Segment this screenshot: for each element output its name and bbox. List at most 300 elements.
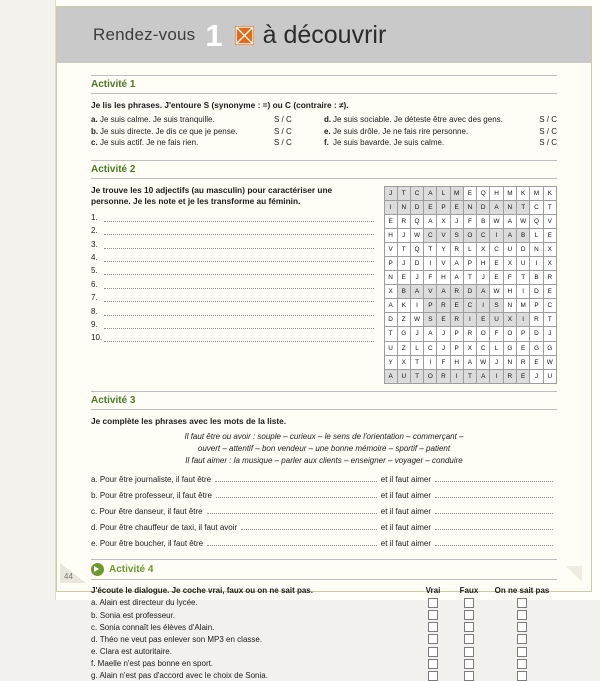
word-search-cell[interactable]: A — [477, 285, 490, 299]
word-search-cell[interactable]: W — [543, 355, 556, 369]
word-search-cell[interactable]: W — [490, 285, 503, 299]
item-letter: b. — [91, 126, 99, 136]
word-search-cell[interactable]: U — [543, 369, 556, 383]
word-search-cell[interactable]: N — [397, 200, 410, 214]
word-search-cell[interactable]: L — [437, 186, 450, 200]
word-search-row — [384, 271, 556, 285]
word-search-cell[interactable]: E — [543, 285, 556, 299]
word-search-cell[interactable]: N — [503, 355, 516, 369]
checkbox-cell-faux[interactable] — [451, 671, 487, 681]
item-number: 7. — [91, 293, 98, 303]
activity-3-rows — [91, 473, 557, 548]
word-search-cell[interactable]: A — [424, 186, 437, 200]
word-search-cell[interactable]: A — [424, 214, 437, 228]
word-search-cell[interactable]: C — [543, 299, 556, 313]
answer-line[interactable] — [104, 332, 374, 342]
word-search-cell[interactable]: S — [450, 228, 463, 242]
word-search-cell[interactable]: A — [463, 355, 476, 369]
row-label: d. Théo ne veut pas enlever son MP3 en classe. — [91, 634, 263, 644]
checkbox-unknown[interactable] — [517, 659, 527, 669]
checkbox-cell-unknown[interactable] — [487, 598, 557, 608]
list-item[interactable] — [91, 212, 374, 222]
list-item[interactable] — [91, 292, 374, 302]
word-search-cell[interactable]: W — [477, 355, 490, 369]
word-search-cell[interactable]: W — [410, 313, 423, 327]
word-search-cell[interactable]: X — [503, 313, 516, 327]
word-search-cell[interactable]: X — [543, 242, 556, 256]
answer-line[interactable] — [104, 252, 374, 262]
word-search-cell[interactable]: D — [516, 242, 529, 256]
word-search-cell[interactable]: E — [450, 200, 463, 214]
activity-1-instruction: Je lis les phrases. J'entoure S (synonyme : =) ou C (contraire : ≠). — [91, 100, 349, 110]
word-search-cell[interactable]: T — [543, 313, 556, 327]
word-search-cell[interactable]: I — [410, 299, 423, 313]
word-search-cell[interactable]: P — [437, 200, 450, 214]
answer-line-2[interactable] — [435, 505, 553, 514]
checkbox-faux[interactable] — [464, 647, 474, 657]
word-search-cell[interactable]: I — [530, 256, 543, 270]
word-search-cell[interactable]: D — [530, 285, 543, 299]
word-search-cell[interactable]: V — [437, 228, 450, 242]
word-search-cell[interactable]: X — [503, 256, 516, 270]
word-search-cell[interactable]: K — [397, 299, 410, 313]
word-search-cell[interactable]: O — [503, 327, 516, 341]
page-number: 44 — [64, 572, 73, 581]
word-search-cell[interactable]: C — [530, 200, 543, 214]
word-search-cell[interactable]: P — [530, 299, 543, 313]
word-search-cell[interactable]: C — [477, 228, 490, 242]
word-search-cell[interactable]: J — [530, 369, 543, 383]
list-item[interactable] — [91, 265, 374, 275]
word-search-cell[interactable]: Q — [410, 242, 423, 256]
word-search-cell[interactable]: Z — [397, 341, 410, 355]
word-search-cell[interactable]: N — [463, 200, 476, 214]
checkbox-vrai[interactable] — [428, 622, 438, 632]
checkbox-vrai[interactable] — [428, 634, 438, 644]
sc-choice[interactable]: S / C — [274, 126, 292, 136]
word-search-cell[interactable]: N — [503, 299, 516, 313]
word-search-cell[interactable]: T — [397, 186, 410, 200]
activity-1-header — [91, 75, 557, 94]
word-search-cell[interactable]: X — [543, 256, 556, 270]
word-search-cell[interactable]: P — [450, 327, 463, 341]
table-row — [91, 671, 557, 681]
word-search-cell[interactable]: Q — [410, 214, 423, 228]
checkbox-vrai[interactable] — [428, 659, 438, 669]
word-search-row — [384, 256, 556, 270]
checkbox-unknown[interactable] — [517, 610, 527, 620]
word-search-cell[interactable]: T — [410, 369, 423, 383]
word-search-cell[interactable]: A — [410, 285, 423, 299]
activity-2-title: Activité 2 — [91, 163, 136, 175]
page-corner-fold — [566, 566, 582, 582]
checkbox-cell-unknown[interactable] — [487, 610, 557, 620]
word-search-cell[interactable]: B — [397, 285, 410, 299]
checkbox-cell-faux[interactable] — [451, 647, 487, 657]
checkbox-vrai[interactable] — [428, 647, 438, 657]
item-text-2: et il faut aimer — [380, 490, 431, 500]
word-search-cell[interactable]: T — [516, 271, 529, 285]
word-search-cell[interactable]: X — [437, 214, 450, 228]
word-search-cell[interactable]: E — [543, 228, 556, 242]
word-search-cell[interactable]: D — [463, 285, 476, 299]
word-search-cell[interactable]: J — [477, 271, 490, 285]
list-item — [324, 127, 557, 136]
word-search-cell[interactable]: R — [450, 242, 463, 256]
word-search-cell[interactable]: T — [463, 271, 476, 285]
word-search-cell[interactable]: A — [503, 228, 516, 242]
checkbox-cell-faux[interactable] — [451, 610, 487, 620]
activity-4-title: Activité 4 — [109, 563, 154, 575]
word-search-cell[interactable]: D — [410, 256, 423, 270]
word-search-cell[interactable]: F — [490, 327, 503, 341]
list-item — [91, 521, 557, 532]
table-row — [91, 647, 557, 657]
word-search-cell[interactable]: I — [516, 285, 529, 299]
word-search-cell[interactable]: I — [463, 313, 476, 327]
word-search-cell[interactable]: E — [490, 271, 503, 285]
list-item[interactable] — [91, 225, 374, 235]
word-search-cell[interactable]: R — [530, 313, 543, 327]
word-search-cell[interactable]: E — [437, 313, 450, 327]
answer-line[interactable] — [104, 265, 374, 275]
word-search-cell[interactable]: W — [490, 214, 503, 228]
word-search-cell[interactable]: Q — [477, 186, 490, 200]
word-search-cell[interactable]: T — [516, 200, 529, 214]
answer-line[interactable] — [104, 292, 374, 302]
word-search-cell[interactable]: L — [410, 341, 423, 355]
word-search-cell[interactable]: T — [384, 327, 397, 341]
item-text: Je suis calme. Je suis tranquille. — [100, 115, 215, 124]
word-search-cell[interactable]: R — [503, 369, 516, 383]
word-search-cell[interactable]: E — [477, 313, 490, 327]
answer-line-2[interactable] — [435, 489, 553, 498]
word-search-cell[interactable]: A — [450, 271, 463, 285]
checkbox-cell-faux[interactable] — [451, 622, 487, 632]
word-search-cell[interactable]: D — [384, 313, 397, 327]
word-search-cell[interactable]: D — [410, 200, 423, 214]
word-search-row — [384, 369, 556, 383]
word-search-cell[interactable]: A — [384, 299, 397, 313]
word-search-cell[interactable]: A — [437, 285, 450, 299]
word-search-cell[interactable]: U — [490, 313, 503, 327]
word-search-cell[interactable]: J — [490, 355, 503, 369]
activity-1-column-right — [324, 115, 557, 150]
list-item — [91, 115, 324, 124]
list-item[interactable] — [91, 279, 374, 289]
checkbox-cell-unknown[interactable] — [487, 634, 557, 644]
word-search-cell[interactable]: C — [410, 186, 423, 200]
word-search-cell[interactable]: J — [410, 327, 423, 341]
checkbox-cell-vrai[interactable] — [415, 622, 451, 632]
sc-choice[interactable]: S / C — [539, 138, 557, 147]
word-search-cell[interactable]: V — [437, 256, 450, 270]
word-search-cell[interactable]: F — [503, 271, 516, 285]
word-search-cell[interactable]: L — [463, 242, 476, 256]
word-search-cell[interactable]: T — [463, 369, 476, 383]
word-search-cell[interactable]: H — [477, 256, 490, 270]
word-search-cell[interactable]: E — [516, 341, 529, 355]
word-search-cell[interactable]: U — [397, 369, 410, 383]
word-search-cell[interactable]: R — [437, 299, 450, 313]
word-search-cell[interactable]: I — [490, 369, 503, 383]
checkbox-unknown[interactable] — [517, 647, 527, 657]
checkbox-faux[interactable] — [464, 610, 474, 620]
word-search-cell[interactable]: C — [424, 228, 437, 242]
word-search-cell[interactable]: I — [424, 256, 437, 270]
row-label: f. Maelle n'est pas bonne en sport. — [91, 659, 214, 669]
answer-line[interactable] — [104, 306, 374, 316]
list-item[interactable] — [91, 319, 374, 329]
sc-choice[interactable]: S / C — [274, 115, 292, 124]
activity-4-instruction: J'écoute le dialogue. Je coche vrai, faux ou on ne sait pas. — [91, 585, 313, 595]
answer-line-2[interactable] — [435, 521, 553, 530]
word-search-cell[interactable]: N — [384, 271, 397, 285]
answer-line[interactable] — [216, 489, 377, 498]
word-search-cell[interactable]: E — [463, 186, 476, 200]
checkbox-cell-vrai[interactable] — [415, 634, 451, 644]
checkbox-cell-vrai[interactable] — [415, 610, 451, 620]
checkbox-cell-faux[interactable] — [451, 634, 487, 644]
word-search-cell[interactable]: H — [384, 228, 397, 242]
checkbox-faux[interactable] — [464, 671, 474, 681]
word-search-cell[interactable]: R — [437, 369, 450, 383]
word-search-cell[interactable]: E — [384, 214, 397, 228]
item-number: 2. — [91, 226, 98, 236]
checkbox-faux[interactable] — [464, 622, 474, 632]
word-search-cell[interactable]: H — [490, 186, 503, 200]
word-search-cell[interactable]: H — [503, 285, 516, 299]
word-search-cell[interactable]: Z — [397, 313, 410, 327]
answer-line[interactable] — [104, 239, 374, 249]
column-header-vrai: Vrai — [425, 585, 441, 595]
word-search-cell[interactable]: A — [503, 214, 516, 228]
word-search-cell[interactable]: R — [516, 355, 529, 369]
sc-choice[interactable]: S / C — [274, 138, 292, 147]
word-search-grid[interactable] — [384, 186, 557, 384]
checkbox-cell-unknown[interactable] — [487, 622, 557, 632]
word-search-cell[interactable]: R — [450, 285, 463, 299]
checkbox-vrai[interactable] — [428, 598, 438, 608]
word-search-cell[interactable]: K — [543, 186, 556, 200]
table-row — [91, 598, 557, 608]
item-number: 9. — [91, 320, 98, 329]
list-item[interactable] — [91, 239, 374, 249]
word-search-cell[interactable]: P — [450, 341, 463, 355]
sc-choice[interactable]: S / C — [539, 115, 557, 124]
list-item — [91, 127, 324, 136]
word-search-row — [384, 242, 556, 256]
word-search-cell[interactable]: L — [490, 341, 503, 355]
word-search-cell[interactable]: X — [463, 341, 476, 355]
answer-line[interactable] — [215, 473, 377, 482]
word-search-cell[interactable]: J — [410, 271, 423, 285]
checkbox-faux[interactable] — [464, 598, 474, 608]
word-search-cell[interactable]: I — [516, 313, 529, 327]
word-search-cell[interactable]: F — [437, 355, 450, 369]
word-search-cell[interactable]: M — [450, 186, 463, 200]
word-search-cell[interactable]: R — [463, 327, 476, 341]
word-search-cell[interactable]: V — [424, 285, 437, 299]
word-search-cell[interactable]: R — [450, 313, 463, 327]
word-search-cell[interactable]: U — [516, 256, 529, 270]
answer-line[interactable] — [207, 505, 377, 514]
list-item[interactable] — [91, 306, 374, 316]
word-search-cell[interactable]: I — [450, 369, 463, 383]
checkbox-cell-unknown[interactable] — [487, 671, 557, 681]
word-search-cell[interactable]: G — [530, 341, 543, 355]
word-search-cell[interactable]: I — [384, 200, 397, 214]
word-search-cell[interactable]: F — [424, 271, 437, 285]
word-search-cell[interactable]: E — [516, 369, 529, 383]
word-search-cell[interactable]: C — [477, 341, 490, 355]
word-search-cell[interactable]: M — [503, 186, 516, 200]
word-search-cell[interactable]: C — [490, 242, 503, 256]
word-search-cell[interactable]: V — [543, 214, 556, 228]
word-search-cell[interactable]: I — [477, 299, 490, 313]
table-row — [91, 659, 557, 669]
word-search-cell[interactable]: U — [503, 242, 516, 256]
answer-line-2[interactable] — [435, 473, 553, 482]
word-search-cell[interactable]: Q — [530, 214, 543, 228]
checkbox-vrai[interactable] — [428, 610, 438, 620]
checkbox-cell-vrai[interactable] — [415, 659, 451, 669]
word-search-cell[interactable]: D — [530, 327, 543, 341]
word-search-cell[interactable]: T — [543, 200, 556, 214]
word-search-cell[interactable]: W — [516, 214, 529, 228]
answer-line[interactable] — [104, 212, 374, 222]
word-search-cell[interactable]: O — [424, 369, 437, 383]
checkbox-unknown[interactable] — [517, 634, 527, 644]
word-search-cell[interactable]: J — [384, 186, 397, 200]
word-search-cell[interactable]: E — [450, 299, 463, 313]
column-header-faux: Faux — [459, 585, 479, 595]
item-number: 8. — [91, 306, 98, 316]
word-search-cell[interactable]: P — [384, 256, 397, 270]
word-search-cell[interactable]: H — [437, 271, 450, 285]
activity-1-column-left — [91, 115, 324, 150]
word-search-cell[interactable]: M — [530, 186, 543, 200]
checkbox-unknown[interactable] — [517, 598, 527, 608]
word-search-cell[interactable]: X — [384, 285, 397, 299]
checkbox-cell-vrai[interactable] — [415, 647, 451, 657]
word-search-cell[interactable]: X — [477, 242, 490, 256]
answer-line[interactable] — [104, 279, 374, 289]
word-search-cell[interactable]: J — [437, 327, 450, 341]
word-search-cell[interactable]: G — [397, 327, 410, 341]
word-search-cell[interactable]: L — [530, 228, 543, 242]
word-search-cell[interactable]: J — [397, 256, 410, 270]
answer-line[interactable] — [104, 319, 374, 329]
word-search-cell[interactable]: J — [450, 214, 463, 228]
answer-line[interactable] — [104, 225, 374, 235]
word-search-cell[interactable]: N — [530, 242, 543, 256]
word-search-cell[interactable]: Y — [437, 242, 450, 256]
activity-3-header — [91, 391, 557, 410]
word-search-cell[interactable]: K — [516, 186, 529, 200]
word-search-cell[interactable]: I — [424, 355, 437, 369]
word-search-cell[interactable]: R — [543, 271, 556, 285]
word-search-cell[interactable]: F — [463, 214, 476, 228]
word-search-cell[interactable]: N — [503, 200, 516, 214]
puzzle-icon — [235, 26, 254, 45]
checkbox-faux[interactable] — [464, 634, 474, 644]
word-search-cell[interactable]: B — [477, 214, 490, 228]
answer-line[interactable] — [207, 537, 377, 546]
list-item[interactable] — [91, 332, 374, 342]
word-search-cell[interactable]: O — [477, 327, 490, 341]
checkbox-cell-vrai[interactable] — [415, 598, 451, 608]
word-search-cell[interactable]: A — [450, 256, 463, 270]
checkbox-unknown[interactable] — [517, 671, 527, 681]
sc-choice[interactable]: S / C — [539, 126, 557, 136]
word-search-cell[interactable]: C — [463, 299, 476, 313]
word-search-cell[interactable]: S — [424, 313, 437, 327]
word-search-cell[interactable]: I — [490, 228, 503, 242]
word-search-cell[interactable]: J — [543, 327, 556, 341]
word-search-cell[interactable]: P — [463, 256, 476, 270]
list-item[interactable] — [91, 252, 374, 262]
word-search-cell[interactable]: J — [437, 341, 450, 355]
activity-3-word-bank — [91, 431, 557, 467]
word-search-cell[interactable]: G — [543, 341, 556, 355]
checkbox-faux[interactable] — [464, 659, 474, 669]
word-search-row — [384, 355, 556, 369]
checkbox-cell-vrai[interactable] — [415, 671, 451, 681]
word-search-cell[interactable]: J — [397, 228, 410, 242]
word-search-cell[interactable]: T — [397, 242, 410, 256]
word-search-cell[interactable]: P — [424, 299, 437, 313]
word-search-cell[interactable]: S — [490, 299, 503, 313]
word-search-cell[interactable]: C — [424, 341, 437, 355]
word-search-cell[interactable]: A — [477, 369, 490, 383]
word-search-cell[interactable]: G — [503, 341, 516, 355]
checkbox-cell-unknown[interactable] — [487, 659, 557, 669]
word-search-row — [384, 228, 556, 242]
answer-line[interactable] — [241, 521, 377, 530]
word-search-cell[interactable]: A — [384, 369, 397, 383]
word-search-cell[interactable]: E — [397, 271, 410, 285]
word-search-cell[interactable]: A — [424, 327, 437, 341]
word-search-cell[interactable]: E — [424, 200, 437, 214]
word-search-cell[interactable]: R — [397, 214, 410, 228]
word-search-cell[interactable]: B — [516, 228, 529, 242]
word-search-cell[interactable]: V — [384, 242, 397, 256]
word-search-cell[interactable]: X — [397, 355, 410, 369]
word-search-cell[interactable]: W — [410, 228, 423, 242]
checkbox-unknown[interactable] — [517, 622, 527, 632]
checkbox-cell-faux[interactable] — [451, 598, 487, 608]
word-search-cell[interactable]: H — [450, 355, 463, 369]
word-search-cell[interactable]: U — [384, 341, 397, 355]
word-search-cell[interactable]: M — [516, 299, 529, 313]
word-search-cell[interactable]: B — [530, 271, 543, 285]
checkbox-vrai[interactable] — [428, 671, 438, 681]
word-search-cell[interactable]: E — [530, 355, 543, 369]
answer-line-2[interactable] — [435, 537, 553, 546]
word-search-cell[interactable]: T — [424, 242, 437, 256]
word-search-cell[interactable]: A — [490, 200, 503, 214]
word-search-cell[interactable]: Y — [384, 355, 397, 369]
checkbox-cell-unknown[interactable] — [487, 647, 557, 657]
word-search-cell[interactable]: E — [490, 256, 503, 270]
checkbox-cell-faux[interactable] — [451, 659, 487, 669]
word-search-cell[interactable]: D — [477, 200, 490, 214]
word-search-cell[interactable]: P — [516, 327, 529, 341]
word-search-cell[interactable]: T — [410, 355, 423, 369]
item-letter: c. — [91, 138, 98, 147]
word-search-cell[interactable]: O — [463, 228, 476, 242]
